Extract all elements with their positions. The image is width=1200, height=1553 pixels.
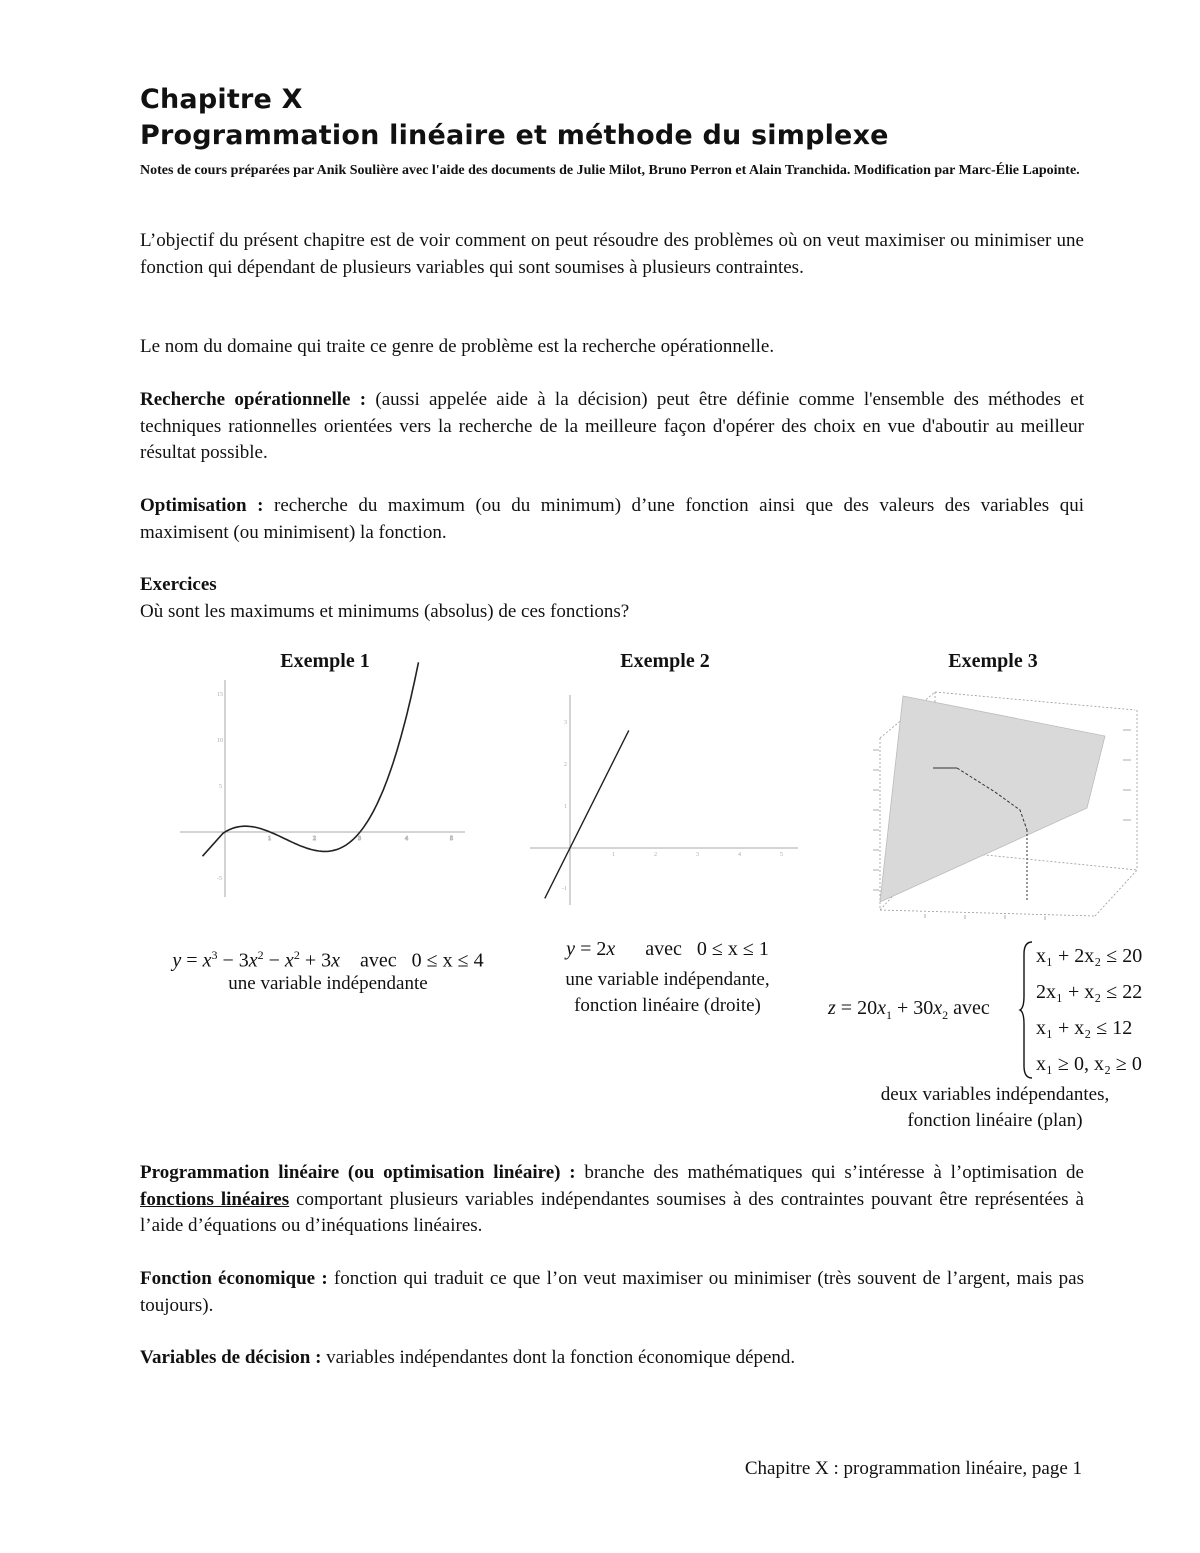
example2-graph xyxy=(530,680,800,910)
constraint-2: 2x₁ + x₂ ≤ 22 xyxy=(1036,981,1143,1003)
ytick-2: 2 xyxy=(564,762,567,768)
example1-caption: une variable indépendante xyxy=(228,973,428,994)
definition-variables: Variables de décision : variables indépendantes dont la fonction économique dépend. xyxy=(140,1347,796,1368)
authors-note: Notes de cours préparées par Anik Soulière avec l'aide des documents de Julie Milot, Bruno Perron et Alain Tranchida. Modification par Marc-Élie Lapointe. xyxy=(140,163,1080,178)
cubic-curve xyxy=(203,662,419,856)
tick-3: 3 xyxy=(696,852,699,858)
chapter-title: Chapitre X xyxy=(140,84,303,115)
term-recherche: Recherche opérationnelle : xyxy=(140,389,367,410)
page-footer: Chapitre X : programmation linéaire, page 1 xyxy=(744,1458,1082,1479)
y-ticks xyxy=(562,720,567,892)
tick-2: 2 xyxy=(654,852,657,858)
ytick-5: 5 xyxy=(219,784,222,790)
plane-surface xyxy=(880,696,1105,902)
example2-equation: y = 2x avec 0 ≤ x ≤ 1 xyxy=(566,938,769,960)
constraint-4: x₁ ≥ 0, x₂ ≥ 0 xyxy=(1036,1053,1142,1075)
definition-programmation: Programmation linéaire (ou optimisation linéaire) : branche des mathématiques qui s’intéresse à l’optimisation de fonctions linéaires comportant plusieurs variables indépendantes soumises à des contraintes pouvant être représentées à l’aide d’équations ou d’inéquations linéaires. xyxy=(140,1162,1084,1236)
example3-caption-line2: fonction linéaire (plan) xyxy=(907,1110,1083,1131)
example3-title: Exemple 3 xyxy=(948,650,1038,672)
example3-equation: $z = 20x_1 + 30x_2$ avec xyxy=(828,997,990,1022)
example3-caption-line1: deux variables indépendantes, xyxy=(880,1084,1110,1105)
tick-2: 2 xyxy=(313,836,316,842)
term-optimisation: Optimisation : xyxy=(140,495,264,516)
ytick-10: 10 xyxy=(217,738,223,744)
fonctions-lineaires-link[interactable]: fonctions linéaires xyxy=(140,1188,290,1210)
tick-1: 1 xyxy=(612,852,615,858)
y-ticks xyxy=(217,692,223,882)
chapter-subtitle: Programmation linéaire et méthode du simplexe xyxy=(140,120,889,151)
ytick-m1: -1 xyxy=(562,886,567,892)
ytick-3: 3 xyxy=(564,720,567,726)
definition-fonction-economique: Fonction économique : fonction qui traduit ce que l’on veut maximiser ou minimiser (très souvent de l’argent, mais pas toujours). xyxy=(140,1268,1084,1316)
tick-5: 5 xyxy=(450,836,453,842)
tick-4: 4 xyxy=(405,836,408,842)
x-ticks xyxy=(612,852,783,858)
tick-5: 5 xyxy=(780,852,783,858)
constraint-3: x₁ + x₂ ≤ 12 xyxy=(1036,1017,1133,1039)
constraint-1: x₁ + 2x₂ ≤ 20 xyxy=(1036,945,1143,967)
tick-1: 1 xyxy=(268,836,271,842)
ytick-m5: -5 xyxy=(217,876,222,882)
domain-paragraph: Le nom du domaine qui traite ce genre de problème est la recherche opérationnelle. xyxy=(140,336,775,357)
constraints-system xyxy=(1036,938,1142,1082)
example3-3d-plot xyxy=(865,680,1140,920)
example1-graph xyxy=(180,672,470,902)
intro-paragraph: L’objectif du présent chapitre est de voir comment on peut résoudre des problèmes où on veut maximiser ou minimiser une fonction qui dépendant de plusieurs variables qui sont soumises à plusieurs contraintes. xyxy=(140,230,1084,278)
ytick-1: 1 xyxy=(564,804,567,810)
example1-title: Exemple 1 xyxy=(280,650,370,672)
example2-caption-line2: fonction linéaire (droite) xyxy=(574,995,761,1016)
exercices-question: Où sont les maximums et minimums (absolus) de ces fonctions? xyxy=(140,601,630,622)
ytick-15: 15 xyxy=(217,692,223,698)
definition-optimisation: Optimisation : recherche du maximum (ou du minimum) d’une fonction ainsi que des valeurs des variables qui maximisent (ou minimisent) la fonction. xyxy=(140,495,1084,543)
tick-3: 3 xyxy=(358,836,361,842)
exercices-heading: Exercices xyxy=(140,574,217,595)
tick-4: 4 xyxy=(738,852,741,858)
linear-line xyxy=(545,730,629,898)
x-ticks xyxy=(268,836,453,842)
example2-caption-line1: une variable indépendante, xyxy=(565,969,770,990)
system-brace xyxy=(1020,940,1034,1080)
example2-title: Exemple 2 xyxy=(620,650,710,672)
definition-recherche: Recherche opérationnelle : (aussi appelée aide à la décision) peut être définie comme l'ensemble des méthodes et techniques rationnelles orientées vers la recherche de la meilleure façon d'opérer des choix en vue d'aboutir au meilleur résultat possible. xyxy=(140,389,1084,463)
example1-equation: $y = x^3 - 3x^2 - x^2 + 3x$ avec 0 ≤ x ≤ 4 xyxy=(172,948,484,972)
